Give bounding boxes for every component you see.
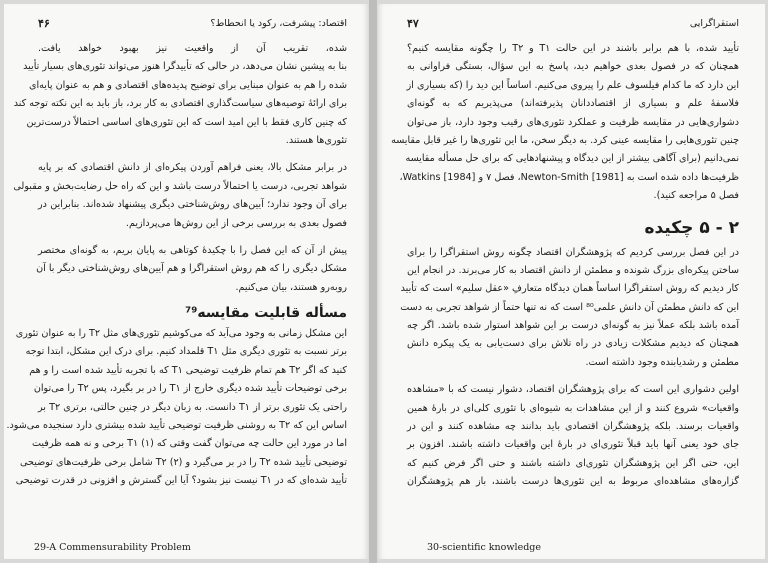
text-line: این دارد که ما کدام فیلسوف علم را پیروی می‌کنیم. اساساً این دید را (که بسیاری از [406, 79, 739, 91]
text-line: اما در مورد این حالت چه می‌توان گفت وقتی که (۱) T۱ برخی و نه همه ظرفیت [31, 438, 347, 450]
text-line: کار دیدیم که روش استقراگرا اساساً همان دیدگاه متعارفِ «عقل سلیم» است که تأیید [400, 283, 739, 295]
page-number: ۴۶ [38, 16, 50, 30]
text-line: آمده باشد بلکه عملاً نیز به گونه‌ای درست بر این شواهد استوار شده باشد. اگر چه [407, 320, 739, 332]
page-footer: 29-A Commensurability Problem [34, 542, 191, 553]
text-line: دشواری‌هایی در مقایسه ظرفیت و عملکرد تئوری‌های رقیب وجود دارد، باز می‌توان [407, 116, 739, 128]
text-line: روبه‌رو هستند، بیان می‌کنیم. [235, 281, 347, 293]
text-line: برخی توضیحات تأیید شده دیگری خارج از T۱ را در بر بگیرد، پس T۲ را می‌توان [33, 383, 347, 395]
paragraph [13, 159, 347, 233]
text-line: فصل ۵ مراجعه کنید). [653, 190, 739, 202]
page-number: ۴۷ [407, 16, 419, 30]
section-heading: ۲ - ۵ چکیده [644, 217, 739, 238]
text-line: این، حتی اگر این پژوهشگران تئوری‌ای داشته باشند و حتی اگر فرض کنیم که [407, 457, 739, 469]
text-line: این که دانش مطمئن آن دانش علمی⁸⁰ است که نه تنها حتماً از شواهد تجربی به دست [400, 301, 739, 313]
text-line: پیش از آن که این فصل را با چکیدهٔ کوتاهی به پایان بریم، به گونه‌ای مختصر [38, 244, 347, 256]
left-page-body [4, 40, 369, 491]
text-line: در این فصل بررسی کردیم که پژوهشگران اقتصاد چگونه روش استقراگرا را برای [407, 246, 739, 258]
page-footer: 30-scientific knowledge [427, 542, 541, 553]
text-line: توضیحی تأیید شده T۲ را در بر می‌گیرد و (۲) T۲ شامل برخی ظرفیت‌های توضیحی [20, 456, 347, 468]
text-line: تئوری‌ها هستند. [285, 134, 347, 146]
text-line: فصول بعدی به بررسی برخی از این روش‌ها می‌پردازیم. [125, 217, 347, 229]
text-line: کنید که اگر T۲ هم تمام ظرفیت توضیحی T۱ که با تجربه تأیید شده است را و هم [29, 364, 347, 376]
text-line: ساختن پیکره‌ای بزرگ شونده و مطمئن از دانش اقتصاد به کار می‌برند. در انجام این [407, 264, 739, 276]
text-line: این مشکل زمانی به وجود می‌آید که می‌کوشیم تئوری‌های مثل T۲ را به عنوان تئوری [15, 328, 347, 340]
text-line: همچنان که در فصول بعدی خواهیم دید، پاسخ به این سؤال، بستگی فراوانی به [407, 61, 739, 73]
text-line: در برابر مشکل بالا، یعنی فراهم آوردن پیکره‌ای از دانش اقتصادی که بر پایه [38, 162, 347, 174]
text-line: اولین دشواری این است که برای پژوهشگران اقتصاد، دشوار نیست که با «مشاهده [407, 384, 739, 396]
text-line: که چنین کاری فقط با این امید است که این تئوری‌های اساسی احتمالاً درست‌ترین [26, 116, 347, 128]
text-line: تأیید شده‌ای که در T۱ نیست نیز بشود؟ آیا این گسترش و افزونی در قدرت توضیحی [15, 475, 347, 487]
right-page [377, 4, 765, 559]
text-line: واقعیات برسند. بلکه پژوهشگران اقتصادی باید بدانند چه مشاهده کنند و این در [407, 421, 739, 433]
left-page [4, 4, 369, 559]
paragraph [38, 242, 347, 297]
text-line: راحتی یک تئوری برتر از T۱ دانست. به زبان دیگر در چنین حالتی، برتری T۲ بر [38, 401, 347, 413]
text-line: برای آن وجود ندارد؛ آیین‌های روش‌شناختی دیگری پیشنهاد شده‌اند. بنابراین در [38, 199, 347, 211]
paragraph [6, 325, 347, 491]
paragraph [407, 381, 739, 491]
right-page-header [377, 14, 765, 32]
paragraph [391, 40, 739, 206]
text-line: همچنان که دیدیم مشکلات زیادی در راه تلاش برای دست‌یابی به یک پیکره دانش [407, 338, 739, 350]
text-line: تأیید شده، با هم برابر باشند در این حالت T۱ و T۲ را چگونه مقایسه کنیم؟ [407, 43, 739, 54]
text-line: برتر نسبت به تئوری دیگری مثل T۱ قلمداد کنیم. برای درک این مشکل، ابتدا توجه [25, 346, 347, 358]
running-title: استقراگرایی [689, 17, 739, 29]
book-gutter [369, 0, 377, 563]
text-line: بنا به پیشین نشان می‌دهد، در حالی که تأییدگرا هنوز می‌تواند تئوری‌های بسیار تأیید [23, 61, 347, 73]
left-page-header [4, 14, 369, 32]
running-title: اقتصاد: پیشرفت، رکود یا انحطاط؟ [210, 17, 347, 29]
text-line: ظرفیت‌ها داده شده است به Newton-Smith [1981]، فصل ۷ و Watkins [1984]، [399, 171, 739, 183]
paragraph [13, 40, 347, 150]
text-line: مشکل دیگری را که هم روش استقراگرا و هم آیین‌های روش‌شناختی دیگر با آن [36, 263, 347, 275]
text-line: مطمئن و رشدیابنده وجود داشته است. [585, 356, 739, 368]
text-line: گزاره‌های مشاهده‌ای مربوط به این تئوری‌ها درست باشند، باز هم پژوهشگران [407, 476, 739, 488]
text-line: شواهد تجربی، درست یا احتمالاً درست باشد و این که راه حل رضایت‌بخش و مقبولی [13, 180, 347, 192]
text-line: اساس این که T۲ به روشنی ظرفیت توضیحی تأیید شده بیشتری دارد سنجیده می‌شود. [6, 420, 347, 432]
text-line: جای خود یعنی آنها باید قبلاً تئوری‌ای در بارهٔ این واقعیات داشته باشند. افزون بر [407, 439, 739, 451]
text-line: واقعیات» شروع کنند و از این مشاهدات به شیوه‌ای با تئوری کلی‌ای در بارهٔ همین [407, 402, 739, 414]
text-line: شده، تقریب آن از واقعیت نیز بهبود خواهد یافت. [38, 43, 347, 54]
text-line: نمی‌دانیم (برای آگاهی بیشتر از این دیدگاه و پیشنهادهایی که برای حل مسأله مقایسه [405, 153, 739, 165]
text-line: چنین تئوری‌هایی را مقایسه عینی کرد. به دیگر سخن، ما این تئوری‌ها را غیر قابل مقایسه [391, 134, 739, 146]
text-line: شده را هم به عنوان مبنایی برای توضیح پدیده‌های اقتصادی و هم به عنوان پایه‌ای [28, 79, 347, 91]
section-heading: مسأله قابلیت مقایسه⁷⁹ [185, 305, 347, 322]
text-line: برای ارائهٔ توصیه‌های سیاست‌گذاری اقتصادی به کار برد، باز باید به این نکته توجه کند [13, 98, 347, 110]
right-page-body [377, 40, 765, 492]
paragraph [400, 244, 739, 373]
text-line: فلاسفهٔ علم و بسیاری از اقتصاددانان پذیرفته‌اند) می‌پذیریم که به گونه‌ای [407, 98, 739, 110]
